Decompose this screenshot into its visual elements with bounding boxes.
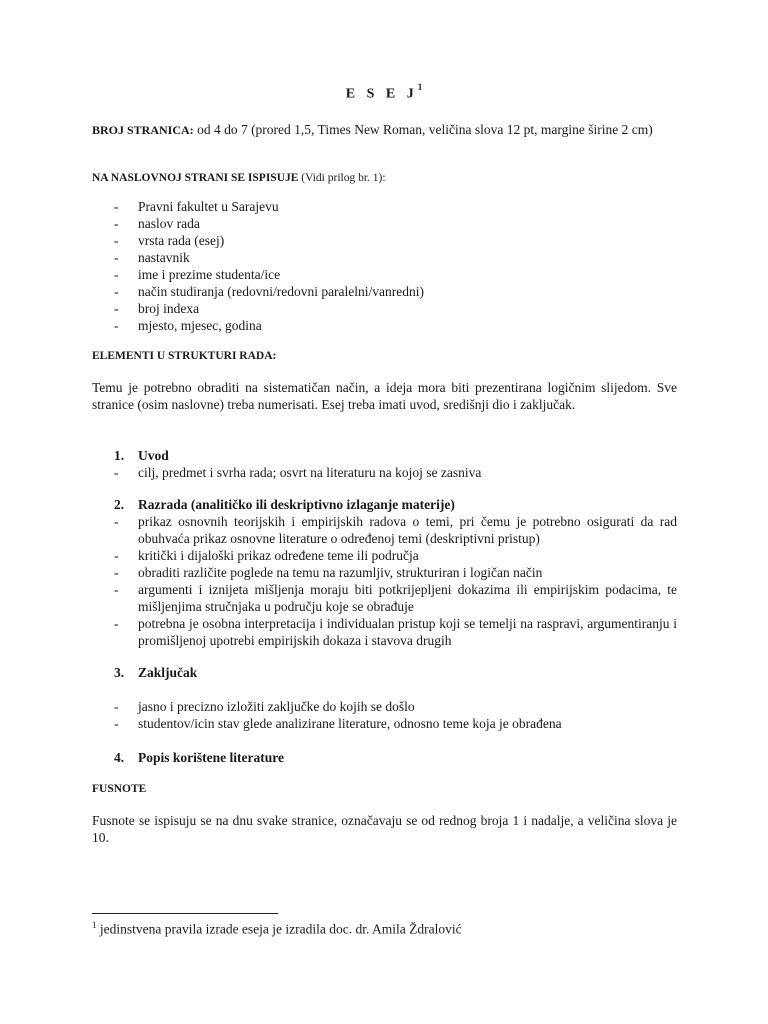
list-item [92,715,677,732]
list-item [92,215,677,232]
list-item-text: argumenti i iznijeta mišljenja moraju biti potkrijepljeni dokazima ili empirijskim podacima, te mišljenjima stručnjaka u području koje se obrađuje [138,582,677,614]
dash-bullet: - [114,199,119,214]
list-item-text: način studiranja (redovni/redovni paralelni/vanredni) [138,284,425,299]
dash-bullet: - [114,301,119,316]
section-heading-text: Zaključak [138,665,198,680]
dash-bullet: - [114,267,119,282]
list-item-text: nastavnik [138,250,190,265]
section-heading-text: Uvod [138,448,169,463]
fusnote-heading: FUSNOTE [92,783,147,795]
list-item [92,266,677,283]
zakljucak-list [92,698,677,732]
footnote [92,920,462,938]
section-number: 4. [114,750,125,765]
list-item [92,547,677,564]
document-title [0,84,768,103]
list-item [92,581,677,615]
dash-bullet: - [114,284,119,299]
section-heading-text: Popis korištene literature [138,750,284,765]
title-footnote-mark: 1 [417,82,423,92]
dash-bullet: - [114,233,119,248]
dash-bullet: - [114,548,119,563]
section-heading-zakljucak [114,664,197,681]
naslovna-heading [92,171,677,185]
dash-bullet: - [114,616,119,631]
list-item [92,513,677,547]
broj-stranica-paragraph [92,121,677,139]
list-item [92,698,677,715]
footnote-text: jedinstvena pravila izrade eseja je izradila doc. dr. Amila Ždralović [96,921,462,937]
dash-bullet: - [114,565,119,580]
list-item-text: studentov/icin stav glede analizirane literature, odnosno teme koja je obrađena [138,716,562,731]
dash-bullet: - [114,216,119,231]
list-item [92,615,677,649]
title-text: E S E J [345,86,418,102]
list-item [92,300,677,317]
dash-bullet: - [114,582,119,597]
list-item-text: vrsta rada (esej) [138,233,225,248]
list-item-text: jasno i precizno izložiti zaključke do kojih se došlo [138,699,415,714]
section-heading-text: Razrada (analitičko ili deskriptivno izlaganje materije) [138,497,455,512]
dash-bullet: - [114,716,119,731]
section-number: 1. [114,448,125,463]
dash-bullet: - [114,250,119,265]
section-number: 3. [114,665,125,680]
list-item [92,317,677,334]
broj-stranica-text: od 4 do 7 (prored 1,5, Times New Roman, veličina slova 12 pt, margine širine 2 cm) [193,122,653,137]
list-item [92,198,677,215]
list-item-text: naslov rada [138,216,200,231]
list-item [92,232,677,249]
list-item-text: ime i prezime studenta/ice [138,267,281,282]
section-heading-razrada [114,496,455,513]
list-item [92,464,677,481]
footnote-separator [92,913,278,914]
list-item-text: kritički i dijaloški prikaz određene teme ili područja [138,548,419,563]
list-item-text: cilj, predmet i svrha rada; osvrt na literaturu na kojoj se zasniva [138,465,482,480]
section-heading-literatura [114,749,284,766]
elementi-heading: ELEMENTI U STRUKTURI RADA: [92,350,277,362]
dash-bullet: - [114,465,119,480]
elementi-intro: Temu je potrebno obraditi na sistematičan način, a ideja mora biti prezentirana logičnim slijedom. Sve stranice (osim naslovne) treba numerisati. Esej treba imati uvod, središnji dio i zaključak. [92,380,677,412]
list-item-text: Pravni fakultet u Sarajevu [138,199,279,214]
dash-bullet: - [114,318,119,333]
naslovna-label: NA NASLOVNOJ STRANI SE ISPISUJE [92,172,299,184]
uvod-list [92,464,677,481]
footnote-mark: 1 [92,920,97,930]
razrada-list [92,513,677,649]
list-item-text: mjesto, mjesec, godina [138,318,262,333]
section-number: 2. [114,497,125,512]
list-item [92,249,677,266]
list-item-text: prikaz osnovnih teorijskih i empirijskih radova o temi, pri čemu je potrebno osigurati da rad obuhvaća prikaz osnovne literature o određenoj temi (deskriptivni pristup) [138,514,677,546]
list-item-text: broj indexa [138,301,200,316]
fusnote-paragraph: Fusnote se ispisuju se na dnu svake stranice, označavaju se od rednog broja 1 i nadalje, a veličina slova je 10. [92,813,677,845]
naslovna-list [92,198,677,334]
section-heading-uvod [114,447,169,464]
dash-bullet: - [114,699,119,714]
naslovna-note: (Vidi prilog br. 1): [298,172,386,184]
broj-stranica-label: BROJ STRANICA: [92,123,194,137]
list-item-text: obraditi različite poglede na temu na razumljiv, strukturiran i logičan način [138,565,543,580]
list-item [92,564,677,581]
dash-bullet: - [114,514,119,529]
list-item-text: potrebna je osobna interpretacija i individualan pristup koji se temelji na raspravi, argumentiranju i promišljenoj upotrebi empirijskih dokaza i stavova drugih [138,616,677,648]
list-item [92,283,677,300]
